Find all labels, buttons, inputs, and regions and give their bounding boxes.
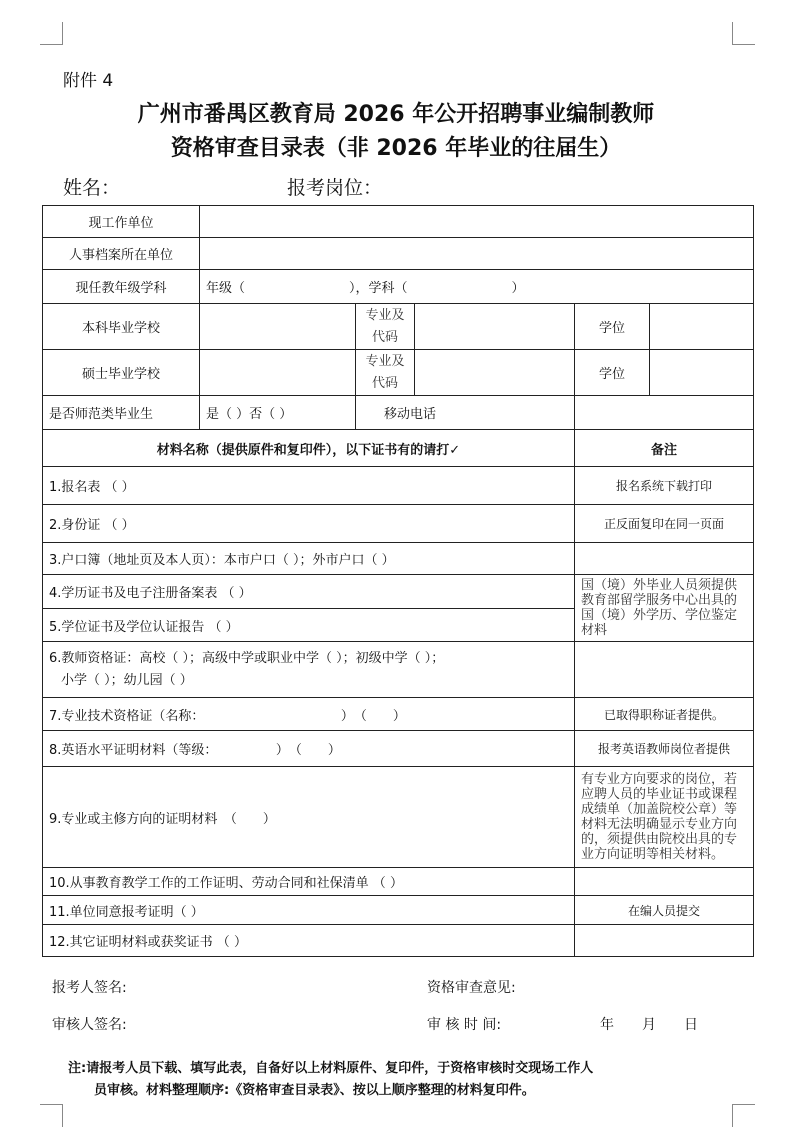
remarks-header: 备注 xyxy=(575,430,754,467)
master-major-field[interactable] xyxy=(415,350,575,396)
bachelor-school-label: 本科毕业学校 xyxy=(43,304,200,350)
master-school-field[interactable] xyxy=(200,350,356,396)
remark-10 xyxy=(575,868,754,896)
materials-header: 材料名称（提供原件和复印件），以下证书有的请打✓ xyxy=(43,430,575,467)
remark-4-5: 国（境）外毕业人员须提供教育部留学服务中心出具的国（境）外学历、学位鉴定材料 xyxy=(575,575,754,642)
remark-6 xyxy=(575,642,754,698)
bachelor-major-field[interactable] xyxy=(415,304,575,350)
mobile-label: 移动电话 xyxy=(356,396,575,430)
page-title-line2: 资格审查目录表（非 2026 年毕业的往届生） xyxy=(170,136,622,161)
remark-9: 有专业方向要求的岗位，若应聘人员的毕业证书或课程成绩单（加盖院校公章）等材料无法明确显示专业方向的，须提供由院校出具的专业方向证明等相关材料。 xyxy=(575,767,754,868)
position-label: 报考岗位： xyxy=(287,177,383,199)
crop-mark-top-left xyxy=(40,22,63,45)
current-unit-label: 现工作单位 xyxy=(43,206,200,238)
name-label: 姓名： xyxy=(63,177,121,199)
crop-mark-top-right xyxy=(732,22,755,45)
footer-note-line2: 员审核。材料整理顺序:《资格审查目录表》、按以上顺序整理的材料复印件。 xyxy=(94,1083,535,1098)
material-3[interactable]: 3.户口簿（地址页及本人页）：本市户口（ ）；外市户口（ ） xyxy=(43,543,575,575)
material-8[interactable]: 8.英语水平证明材料（等级： ） （ ） xyxy=(43,731,575,767)
crop-mark-bottom-right xyxy=(732,1104,755,1127)
material-7[interactable]: 7.专业技术资格证（名称： ） （ ） xyxy=(43,698,575,731)
master-degree-field[interactable] xyxy=(650,350,754,396)
remark-12 xyxy=(575,925,754,957)
material-5[interactable]: 5.学位证书及学位认证报告 （ ） xyxy=(43,609,575,642)
review-date: 年 月 日 xyxy=(600,1017,698,1033)
remark-1: 报名系统下载打印 xyxy=(575,467,754,505)
remark-3 xyxy=(575,543,754,575)
reviewer-signature-label: 审核人签名: xyxy=(52,1017,127,1033)
material-4[interactable]: 4.学历证书及电子注册备案表 （ ） xyxy=(43,575,575,609)
remark-2: 正反面复印在同一页面 xyxy=(575,505,754,543)
normal-grad-label: 是否师范类毕业生 xyxy=(43,396,200,430)
teaching-grade-label: 现任教年级学科 xyxy=(43,270,200,304)
bachelor-school-field[interactable] xyxy=(200,304,356,350)
material-9[interactable]: 9.专业或主修方向的证明材料 （ ） xyxy=(43,767,575,868)
material-6[interactable]: 6.教师资格证：高校（ ）；高级中学或职业中学（ ）；初级中学（ ）； 小学（ ）；幼儿园（ ） xyxy=(43,642,575,698)
bachelor-degree-field[interactable] xyxy=(650,304,754,350)
material-2[interactable]: 2.身份证 （ ） xyxy=(43,505,575,543)
crop-mark-bottom-left xyxy=(40,1104,63,1127)
master-degree-label: 学位 xyxy=(575,350,650,396)
applicant-signature-label: 报考人签名: xyxy=(52,980,127,996)
footer-note xyxy=(68,1058,593,1102)
grade-subject-field[interactable]: 年级（ ），学科（ ） xyxy=(200,270,754,304)
material-11[interactable]: 11.单位同意报考证明（ ） xyxy=(43,896,575,925)
master-school-label: 硕士毕业学校 xyxy=(43,350,200,396)
page-title-line1: 广州市番禺区教育局 2026 年公开招聘事业编制教师 xyxy=(137,102,655,127)
master-major-code-label: 专业及 代码 xyxy=(356,350,415,396)
archive-unit-label: 人事档案所在单位 xyxy=(43,238,200,270)
qualification-table xyxy=(42,205,754,957)
remark-11: 在编人员提交 xyxy=(575,896,754,925)
archive-unit-field[interactable] xyxy=(200,238,754,270)
normal-grad-choice[interactable]: 是（ ）否（ ） xyxy=(200,396,356,430)
remark-7: 已取得职称证者提供。 xyxy=(575,698,754,731)
current-unit-field[interactable] xyxy=(200,206,754,238)
mobile-field[interactable] xyxy=(575,396,754,430)
review-opinion-label: 资格审查意见: xyxy=(427,980,516,996)
bachelor-degree-label: 学位 xyxy=(575,304,650,350)
remark-8: 报考英语教师岗位者提供 xyxy=(575,731,754,767)
material-12[interactable]: 12.其它证明材料或获奖证书 （ ） xyxy=(43,925,575,957)
bachelor-major-code-label: 专业及 代码 xyxy=(356,304,415,350)
footer-note-line1: 注:请报考人员下载、填写此表，自备好以上材料原件、复印件，于资格审核时交现场工作人 xyxy=(68,1061,594,1076)
material-10[interactable]: 10.从事教育教学工作的工作证明、劳动合同和社保清单 （ ） xyxy=(43,868,575,896)
material-1[interactable]: 1.报名表 （ ） xyxy=(43,467,575,505)
attachment-label: 附件 4 xyxy=(63,71,114,91)
review-time-label: 审 核 时 间: xyxy=(427,1017,502,1033)
